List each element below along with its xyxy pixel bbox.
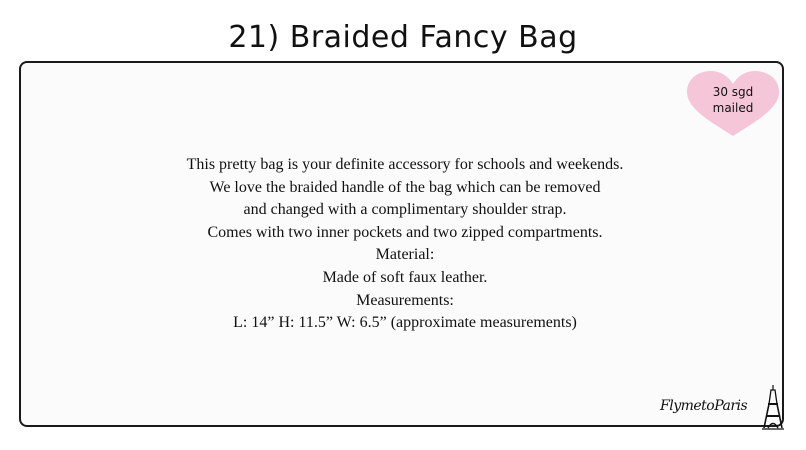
description-line: and changed with a complimentary shoulder strap. [243,201,567,219]
description-line: We love the braided handle of the bag which can be removed [209,178,601,196]
material-heading: Material: [375,246,435,264]
description-line: This pretty bag is your definite accessory for schools and weekends. [186,156,624,173]
price-label [685,84,781,116]
brand-logo: FlymetoParis [660,398,748,414]
product-description [0,154,806,335]
measurements-heading: Measurements: [356,291,454,309]
material-text: Made of soft faux leather. [322,268,488,286]
price-amount: 30 sgd [712,85,754,99]
eiffel-tower-icon [760,384,786,436]
measurements-text: L: 14” H: 11.5” W: 6.5” (approximate measurements) [233,314,577,332]
price-badge [685,70,755,140]
description-line: Comes with two inner pockets and two zipped compartments. [207,223,603,241]
price-note: mailed [712,101,754,115]
page-title: 21) Braided Fancy Bag [228,20,578,55]
